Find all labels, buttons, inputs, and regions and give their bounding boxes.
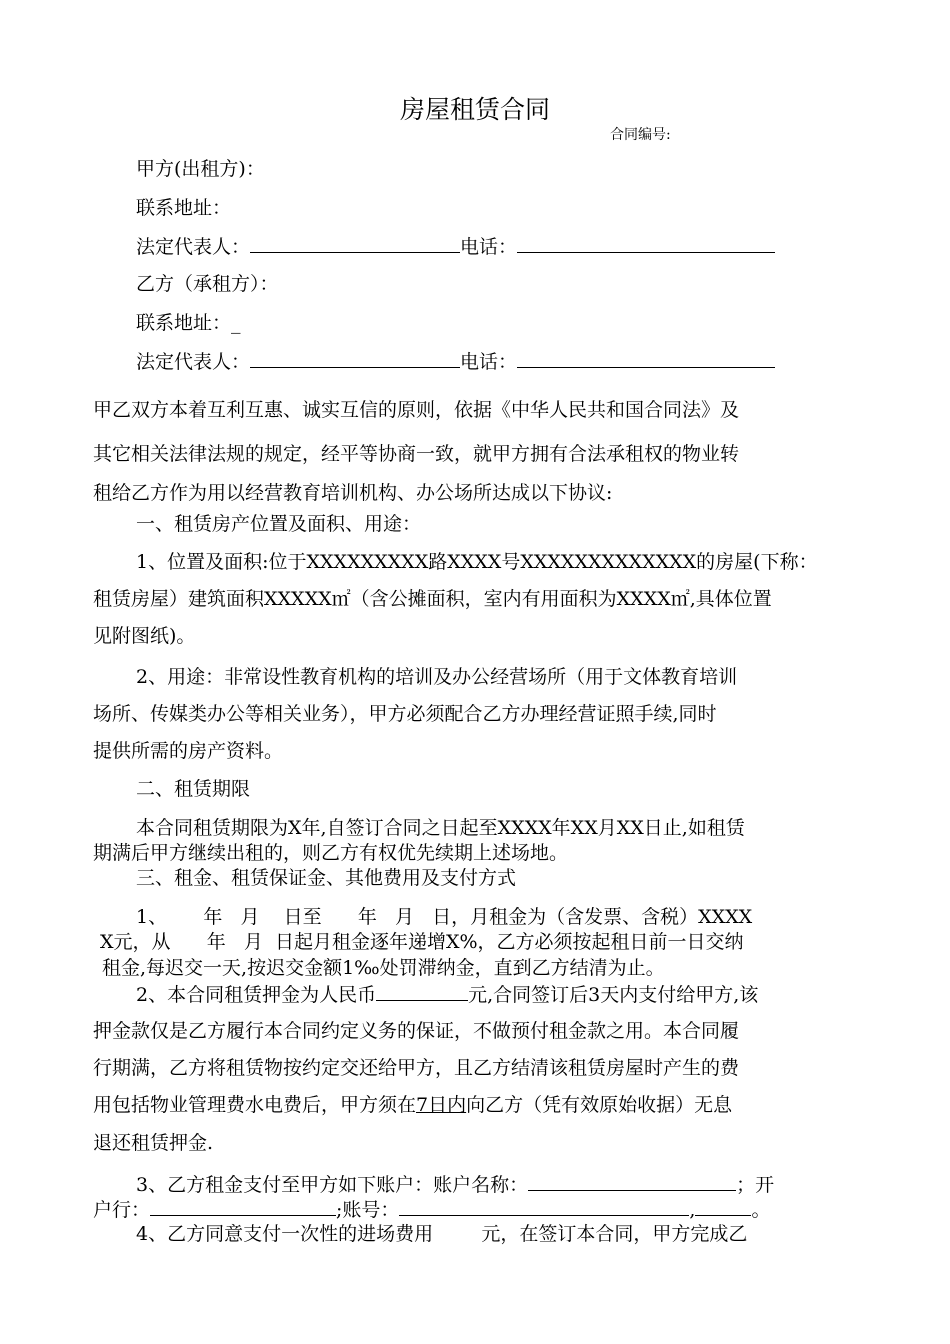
section-2-body-line: 本合同租赁期限为X年,自签订合同之日起至XXXX年XX月XX日止,如租赁 bbox=[136, 817, 745, 839]
section-1-item-2-line: 2、用途：非常设性教育机构的培训及办公经营场所（用于文体教育培训 bbox=[136, 666, 738, 688]
party-b-address-label: 联系地址：_ bbox=[136, 312, 241, 334]
party-a-phone-label: 电话： bbox=[460, 236, 518, 258]
section-1-item-1-line: 1、位置及面积:位于XXXXXXXXX路XXXX号XXXXXXXXXXXXX的房屋(下称： bbox=[136, 551, 818, 573]
bank-label: 户行： bbox=[93, 1199, 151, 1221]
deposit-text-pre: 2、本合同租赁押金为人民币 bbox=[136, 984, 377, 1006]
section-3-item-1-line: X元，从 年 月 日起月租金逐年递增X%，乙方必须按起租日前一日交纳 bbox=[100, 931, 744, 953]
refund-text-pre: 用包括物业管理费水电费后，甲方须在 bbox=[93, 1094, 417, 1116]
refund-period: 7日内 bbox=[416, 1094, 467, 1116]
party-a-rep-blank[interactable] bbox=[250, 234, 460, 253]
section-3-item-1-line: 1、 年 月 日至 年 月 日，月租金为（含发票、含税）XXXX bbox=[136, 906, 753, 928]
contract-number-label: 合同编号: bbox=[610, 127, 671, 143]
party-a-address-label: 联系地址： bbox=[136, 197, 232, 219]
party-b-phone-label: 电话： bbox=[460, 351, 518, 373]
party-b-rep-label: 法定代表人： bbox=[136, 351, 251, 373]
party-a-heading: 甲方(出租方)： bbox=[136, 158, 265, 180]
account-number-label: ;账号： bbox=[336, 1199, 400, 1221]
section-3-item-2-line bbox=[136, 982, 758, 1007]
section-3-item-2-line: 押金款仅是乙方履行本合同约定义务的保证，不做预付租金款之用。本合同履 bbox=[93, 1020, 740, 1042]
account-text-pre: 3、乙方租金支付至甲方如下账户：账户名称： bbox=[136, 1174, 529, 1196]
section-1-item-2-line: 场所、传媒类办公等相关业务），甲方必须配合乙方办理经营证照手续,同时 bbox=[93, 703, 717, 725]
section-1-item-1-line: 见附图纸)。 bbox=[93, 625, 196, 647]
section-2-body-line: 期满后甲方继续出租的，则乙方有权优先续期上述场地。 bbox=[93, 842, 569, 864]
deposit-text-post: 元,合同签订后3天内支付给甲方,该 bbox=[468, 984, 759, 1006]
account-extra-blank[interactable] bbox=[695, 1197, 751, 1216]
account-end: 。 bbox=[751, 1199, 771, 1221]
section-3-heading: 三、租金、租赁保证金、其他费用及支付方式 bbox=[136, 867, 517, 889]
party-b-representative-row bbox=[136, 349, 775, 374]
party-a-representative-row bbox=[136, 234, 775, 259]
account-separator: , bbox=[689, 1199, 696, 1221]
account-number-blank[interactable] bbox=[399, 1197, 689, 1216]
section-3-item-1-line: 租金,每迟交一天,按迟交金额1‰处罚滞纳金，直到乙方结清为止。 bbox=[102, 957, 665, 979]
party-b-heading: 乙方（承租方）： bbox=[136, 273, 279, 295]
intro-line: 其它相关法律法规的规定，经平等协商一致，就甲方拥有合法承租权的物业转 bbox=[93, 443, 740, 465]
account-text-post: ；开 bbox=[736, 1174, 775, 1196]
document-title: 房屋租赁合同 bbox=[399, 95, 550, 124]
party-b-phone-blank[interactable] bbox=[517, 349, 775, 368]
party-b-rep-blank[interactable] bbox=[250, 349, 460, 368]
section-3-item-2-line: 行期满，乙方将租赁物按约定交还给甲方，且乙方结清该租赁房屋时产生的费 bbox=[93, 1057, 740, 1079]
section-3-item-2-line bbox=[93, 1093, 732, 1117]
bank-blank[interactable] bbox=[150, 1197, 336, 1216]
section-3-item-4-line: 4、乙方同意支付一次性的进场费用 元，在签订本合同，甲方完成乙 bbox=[136, 1223, 748, 1245]
refund-text-post: 向乙方（凭有效原始收据）无息 bbox=[466, 1094, 733, 1116]
party-a-phone-blank[interactable] bbox=[517, 234, 775, 253]
intro-line: 甲乙双方本着互利互惠、诚实互信的原则，依据《中华人民共和国合同法》及 bbox=[93, 399, 740, 421]
deposit-amount-blank[interactable] bbox=[376, 982, 468, 1001]
section-3-item-3-line bbox=[136, 1172, 774, 1197]
section-3-item-3-line bbox=[93, 1197, 770, 1222]
intro-line: 租给乙方作为用以经营教育培训机构、办公场所达成以下协议: bbox=[93, 482, 613, 504]
party-a-rep-label: 法定代表人： bbox=[136, 236, 251, 258]
section-1-heading: 一、租赁房产位置及面积、用途： bbox=[136, 513, 422, 535]
section-1-item-1-line: 租赁房屋）建筑面积XXXXX㎡（含公摊面积，室内有用面积为XXXX㎡,具体位置 bbox=[93, 588, 772, 610]
section-2-heading: 二、租赁期限 bbox=[136, 778, 251, 800]
section-1-item-2-line: 提供所需的房产资料。 bbox=[93, 740, 284, 762]
section-3-item-2-line: 退还租赁押金. bbox=[93, 1132, 214, 1154]
account-name-blank[interactable] bbox=[528, 1172, 736, 1191]
